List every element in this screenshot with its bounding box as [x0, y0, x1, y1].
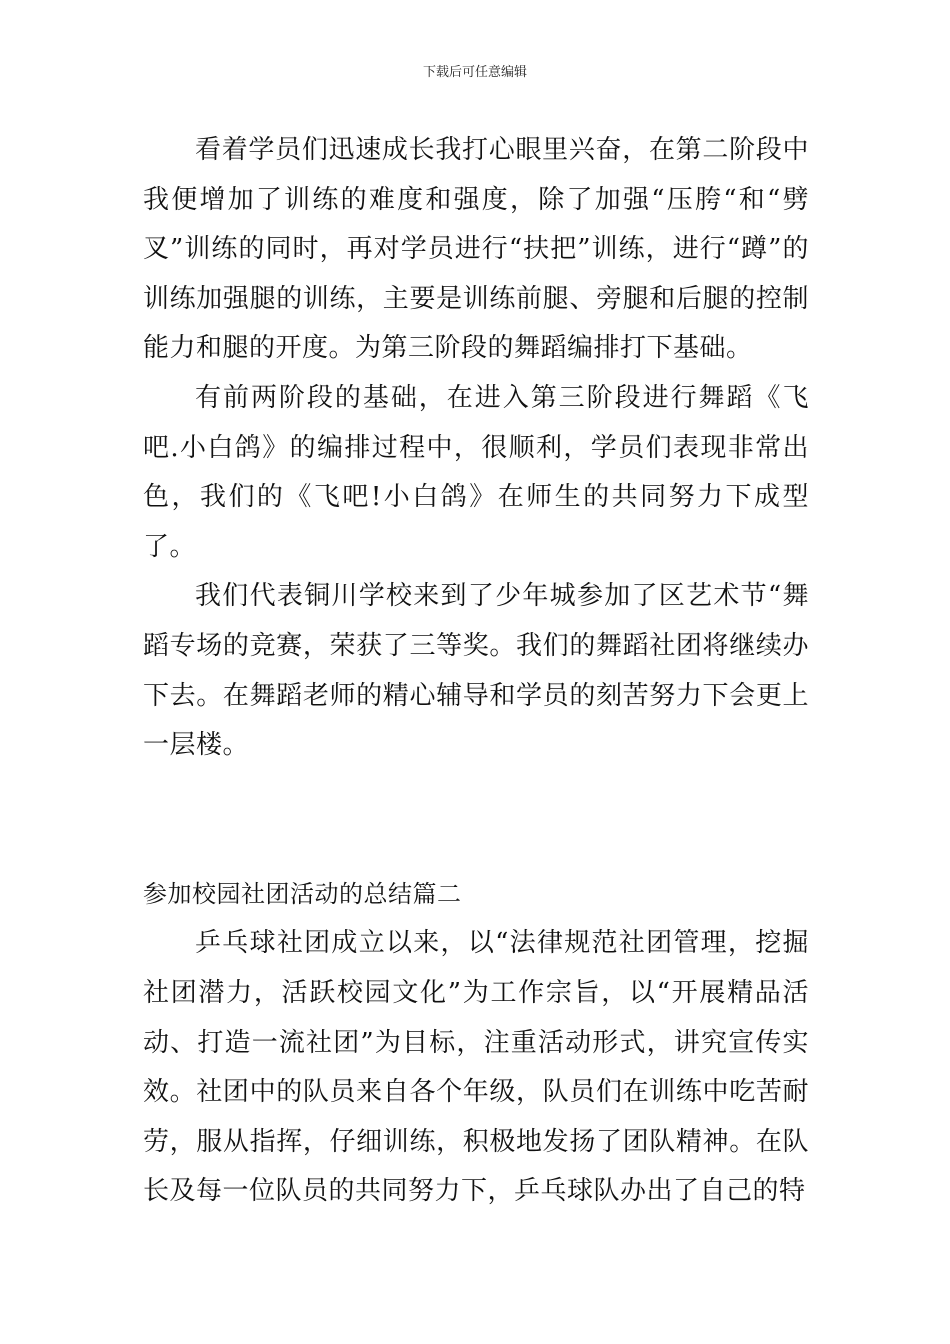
paragraph: 看着学员们迅速成长我打心眼里兴奋，在第二阶段中我便增加了训练的难度和强度，除了加强“压胯“和“劈叉”训练的同时，再对学员进行“扶把”训练，进行“蹲”的训练加强腿的训练，主要是训练前腿、旁腿和后腿的控制能力和腿的开度。为第三阶段的舞蹈编排打下基础。 — [143, 135, 809, 364]
section-spacer — [143, 771, 809, 870]
paragraph: 乒乓球社团成立以来，以“法律规范社团管理，挖掘社团潜力，活跃校园文化”为工作宗旨，以“开展精品活动、打造一流社团”为目标，注重活动形式，讲究宣传实效。社团中的队员来自各个年级，队员们在训练中吃苦耐劳，服从指挥，仔细训练，积极地发扬了团队精神。在队长及每一位队员的共同努力下，乒乓球队办出了自己的特 — [143, 928, 809, 1207]
header-note: 下载后可任意编辑 — [422, 65, 527, 80]
document-body — [143, 126, 809, 1217]
paragraph: 有前两阶段的基础，在进入第三阶段进行舞蹈《飞吧.小白鸽》的编排过程中，很顺利，学员们表现非常出色，我们的《飞吧!小白鸽》在师生的共同努力下成型了。 — [143, 382, 809, 562]
paragraph: 我们代表铜川学校来到了少年城参加了区艺术节“舞蹈专场的竞赛，荣获了三等奖。我们的舞蹈社团将继续办下去。在舞蹈老师的精心辅导和学员的刻苦努力下会更上一层楼。 — [143, 581, 809, 761]
section-title: 参加校园社团活动的总结篇二 — [143, 879, 462, 908]
